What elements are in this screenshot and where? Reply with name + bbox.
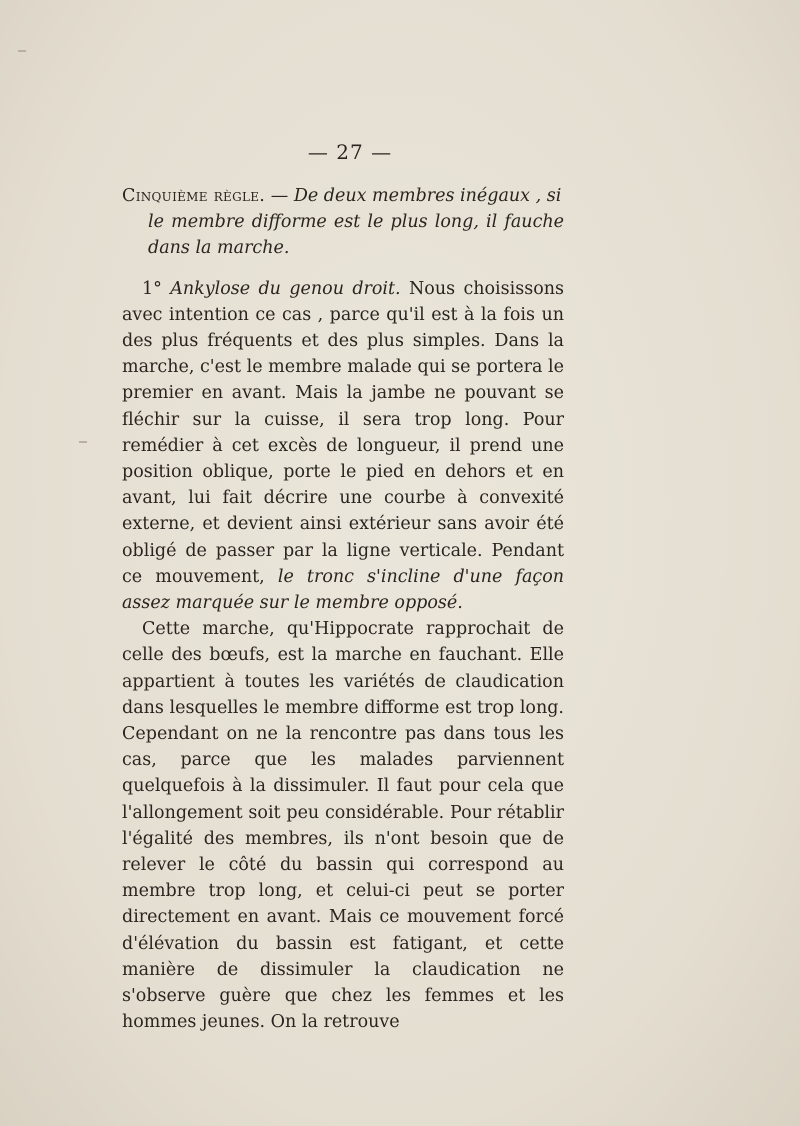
margin-mark: [18, 50, 26, 52]
margin-mark: [79, 441, 87, 443]
rule-statement-continuation: le membre difforme est le plus long, il fauche dans la marche.: [148, 212, 564, 259]
case-title: Ankylose du genou droit.: [170, 278, 401, 299]
page-number: — 27 —: [307, 140, 393, 164]
rule-heading-paragraph: [122, 183, 564, 262]
rule-title: Cinquième règle.: [122, 186, 266, 206]
case-emphasis: le tronc s'incline d'une façon assez marquée sur le membre opposé.: [122, 566, 564, 614]
case-number: 1°: [142, 278, 171, 299]
paragraph-marche-en-fauchant: Cette marche, qu'Hippocrate rapprochait de celle des bœufs, est la marche en fauchant. Elle appartient à toutes les variétés de claudication dans lesquelles le membre difforme est trop long. Cependant on ne la rencontre pas dans tous les cas, parce que les malades parviennent quelquefois à la dissimuler. Il faut pour cela que l'allongement soit peu considérable. Pour rétablir l'égalité des membres, ils n'ont besoin que de relever le côté du bassin qui correspond au membre trop long, et celui-ci peut se porter directement en avant. Mais ce mouvement forcé d'élévation du bassin est fatigant, et cette manière de dissimuler la claudication ne s'observe guère que chez les femmes et les hommes jeunes. On la retrouve: [122, 619, 564, 1033]
paragraph-ankylose: [122, 276, 564, 617]
rule-dash: —: [265, 186, 294, 206]
body-text: [122, 183, 564, 1036]
case-text: Nous choisissons avec intention ce cas , parce qu'il est à la fois un des plus fréquents et des plus simples. Dans la marche, c'est le membre malade qui se portera le premier en avant. Mais la jambe ne pouvant se fléchir sur la cuisse, il sera trop long. Pour remédier à cet excès de longueur, il prend une position oblique, porte le pied en dehors et en avant, lui fait décrire une courbe à convexité externe, et devient ainsi extérieur sans avoir été obligé de passer par la ligne verticale. Pendant ce mouvement,: [122, 278, 564, 587]
rule-statement-first-line: De deux membres inégaux , si: [293, 186, 562, 206]
